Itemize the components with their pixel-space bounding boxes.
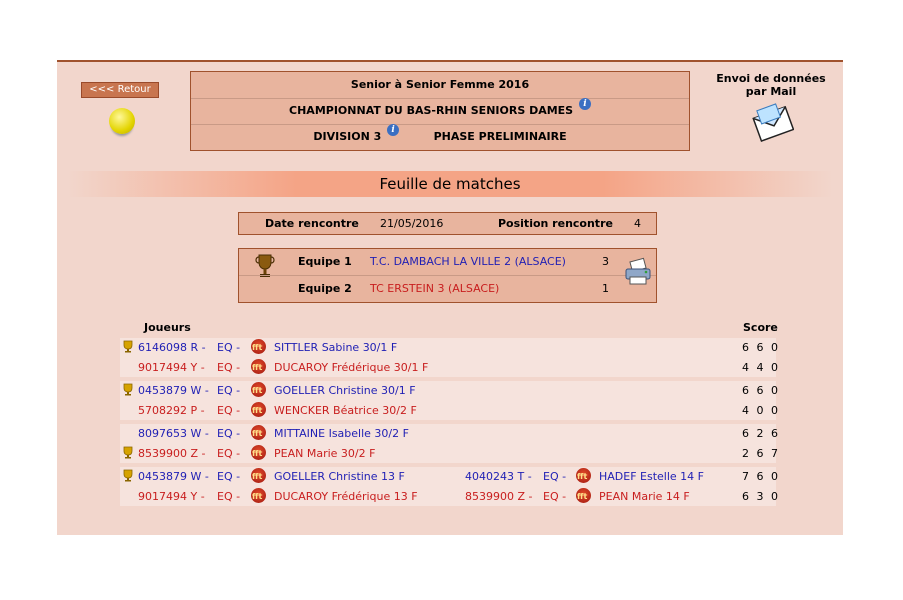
match-row — [120, 487, 780, 506]
match-row — [120, 424, 780, 443]
fft-icon — [251, 402, 266, 417]
player-name[interactable]: GOELLER Christine 30/1 F — [274, 384, 416, 397]
fft-icon — [251, 468, 266, 483]
competition-title: Senior à Senior Femme 2016 — [191, 72, 689, 99]
team-ref: EQ - — [217, 447, 241, 460]
license: 0453879 W - — [138, 470, 209, 483]
score: 7 6 0 — [742, 470, 780, 483]
position-value: 4 — [634, 217, 641, 230]
team-ref-partner: EQ - — [543, 490, 567, 503]
player-name[interactable]: PEAN Marie 30/2 F — [274, 447, 376, 460]
team2-label: Equipe 2 — [298, 282, 352, 295]
competition-header — [190, 71, 690, 151]
match-row — [120, 358, 780, 377]
score: 2 6 7 — [742, 447, 780, 460]
match-row — [120, 381, 780, 400]
team-ref: EQ - — [217, 361, 241, 374]
match-2 — [120, 381, 780, 420]
player-name[interactable]: DUCAROY Frédérique 30/1 F — [274, 361, 429, 374]
score: 6 6 0 — [742, 384, 780, 397]
position-label: Position rencontre — [498, 217, 613, 230]
team-row-2 — [239, 276, 656, 302]
date-label: Date rencontre — [265, 217, 359, 230]
fft-icon — [576, 468, 591, 483]
partner-name[interactable]: HADEF Estelle 14 F — [599, 470, 704, 483]
fft-icon — [251, 488, 266, 503]
match-row — [120, 467, 780, 486]
team1-label: Equipe 1 — [298, 255, 352, 268]
fft-icon — [251, 382, 266, 397]
winner-trophy-icon — [122, 383, 134, 396]
fft-icon — [251, 425, 266, 440]
tennis-ball-icon — [109, 108, 135, 134]
match-4 — [120, 467, 780, 506]
player-name[interactable]: MITTAINE Isabelle 30/2 F — [274, 427, 409, 440]
main-panel — [57, 60, 843, 535]
team-ref-partner: EQ - — [543, 470, 567, 483]
team2-score: 1 — [602, 282, 609, 295]
partner-name[interactable]: PEAN Marie 14 F — [599, 490, 690, 503]
info-icon[interactable]: i — [579, 98, 591, 110]
score: 6 2 6 — [742, 427, 780, 440]
match-3 — [120, 424, 780, 463]
fft-icon — [251, 359, 266, 374]
score: 6 3 0 — [742, 490, 780, 503]
section-title: Feuille de matches — [379, 175, 521, 193]
team1-name[interactable]: T.C. DAMBACH LA VILLE 2 (ALSACE) — [370, 255, 566, 268]
printer-icon[interactable] — [623, 257, 653, 287]
winner-trophy-icon — [122, 340, 134, 353]
license-partner: 8539900 Z - — [465, 490, 533, 503]
division-line: DIVISION 3 i PHASE PRELIMINAIRE — [313, 125, 567, 143]
player-name[interactable]: GOELLER Christine 13 F — [274, 470, 405, 483]
players-header: Joueurs — [144, 321, 191, 334]
date-value: 21/05/2016 — [380, 217, 444, 230]
score: 6 6 0 — [742, 341, 780, 354]
license: 8097653 W - — [138, 427, 209, 440]
team2-name[interactable]: TC ERSTEIN 3 (ALSACE) — [370, 282, 500, 295]
license-partner: 4040243 T - — [465, 470, 532, 483]
score: 4 4 0 — [742, 361, 780, 374]
player-name[interactable]: DUCAROY Frédérique 13 F — [274, 490, 418, 503]
license: 6146098 R - — [138, 341, 206, 354]
team1-score: 3 — [602, 255, 609, 268]
player-name[interactable]: SITTLER Sabine 30/1 F — [274, 341, 398, 354]
fft-icon — [576, 488, 591, 503]
fft-icon — [251, 339, 266, 354]
mail-title: Envoi de données par Mail — [716, 72, 826, 98]
match-row — [120, 338, 780, 357]
team-ref: EQ - — [217, 490, 241, 503]
rencontre-info — [238, 212, 657, 235]
score: 4 0 0 — [742, 404, 780, 417]
team-ref: EQ - — [217, 427, 241, 440]
score-header: Score — [743, 321, 778, 334]
match-row — [120, 444, 780, 463]
division-info-icon[interactable]: i — [387, 124, 399, 136]
license: 0453879 W - — [138, 384, 209, 397]
license: 9017494 Y - — [138, 490, 205, 503]
envelope-icon[interactable] — [752, 102, 794, 144]
license: 8539900 Z - — [138, 447, 206, 460]
match-row — [120, 401, 780, 420]
retour-button[interactable]: <<< Retour — [81, 82, 159, 98]
winner-trophy-icon — [122, 446, 134, 459]
teams-box — [238, 248, 657, 303]
license: 9017494 Y - — [138, 361, 205, 374]
player-name[interactable]: WENCKER Béatrice 30/2 F — [274, 404, 417, 417]
winner-trophy-icon — [122, 469, 134, 482]
team-ref: EQ - — [217, 384, 241, 397]
championship-line: CHAMPIONNAT DU BAS-RHIN SENIORS DAMES i — [191, 98, 689, 125]
team-ref: EQ - — [217, 341, 241, 354]
team-row-1 — [239, 249, 656, 276]
team-ref: EQ - — [217, 404, 241, 417]
fft-icon — [251, 445, 266, 460]
team-ref: EQ - — [217, 470, 241, 483]
section-band — [67, 171, 833, 197]
license: 5708292 P - — [138, 404, 205, 417]
match-1 — [120, 338, 780, 377]
